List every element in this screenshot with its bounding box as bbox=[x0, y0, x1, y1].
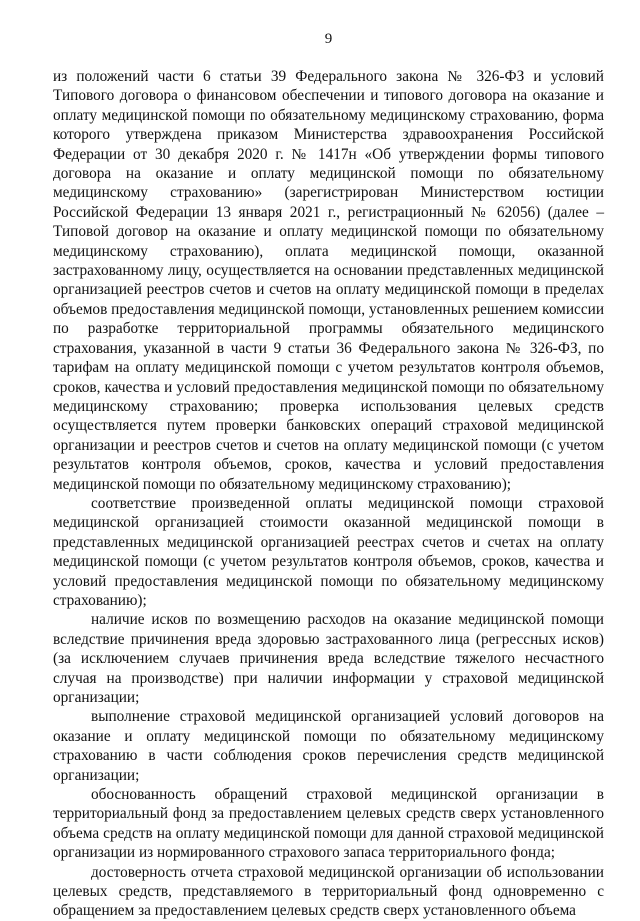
paragraph-payment-compliance: соответствие произведенной оплаты медицинской помощи страховой медицинской организацией стоимости оказанной медицинской помощи в представленных медицинской организацией реестрах счетов и счетах на оплату медицинской помощи (с учетом результатов контроля объемов, сроков, качества и условий предоставления медицинской помощи по обязательному медицинскому страхованию); bbox=[53, 494, 604, 609]
paragraph-contract-conditions: выполнение страховой медицинской организацией условий договоров на оказание и оплату медицинской помощи по обязательному медицинскому страхованию в части соблюдения сроков перечисления средств медицинской организации; bbox=[53, 708, 604, 784]
paragraph-continuation: из положений части 6 статьи 39 Федерального закона № 326-ФЗ и условий Типового договора о финансовом обеспечении и типового договора на оказание и оплату медицинской помощи по обязательному медицинскому страхованию, форма которого утверждена приказом Министерства здравоохранения Российской Федерации от 30 декабря 2020 г. № 1417н «Об утверждении формы типового договора на оказание и оплату медицинской помощи по обязательному медицинскому страхованию» (зарегистрирован Министерством юстиции Российской Федерации 13 января 2021 г., регистрационный № 62056) (далее – Типовой договор на оказание и оплату медицинской помощи по обязательному медицинскому страхованию), оплата медицинской помощи, оказанной застрахованному лицу, осуществляется на основании представленных медицинской организацией реестров счетов и счетов на оплату медицинской помощи в пределах объемов предоставления медицинской помощи, установленных решением комиссии по разработке территориальной программы обязательного медицинского страхования, указанной в части 9 статьи 36 Федерального закона № 326-ФЗ, по тарифам на оплату медицинской помощи с учетом результатов контроля объемов, сроков, качества и условий предоставления медицинской помощи по обязательному медицинскому страхованию; проверка использования целевых средств осуществляется путем проверки банковских операций страховой медицинской организации и реестров счетов и счетов на оплату медицинской помощи (с учетом результатов контроля объемов, сроков, качества и условий предоставления медицинской помощи по обязательному медицинскому страхованию); bbox=[53, 68, 604, 493]
paragraph-report-reliability: достоверность отчета страховой медицинской организации об использовании целевых средств, представляемого в территориальный фонд одновременно с обращением за предоставлением целевых средств сверх установленного объема bbox=[53, 863, 604, 920]
paragraph-appeal-validity: обоснованность обращений страховой медицинской организации в территориальный фонд за предоставлением целевых средств сверх установленного объема средств на оплату медицинской помощи для данной страховой медицинской организации из нормированного страхового запаса территориального фонда; bbox=[53, 786, 604, 862]
page-number: 9 bbox=[324, 31, 333, 47]
document-body bbox=[53, 67, 604, 921]
paragraph-regress-claims: наличие исков по возмещению расходов на оказание медицинской помощи вследствие причинения вреда здоровью застрахованного лица (регрессных исков) (за исключением случаев причинения вреда вследствие тяжелого несчастного случая на производстве) при наличии информации у страховой медицинской организации; bbox=[53, 611, 604, 706]
